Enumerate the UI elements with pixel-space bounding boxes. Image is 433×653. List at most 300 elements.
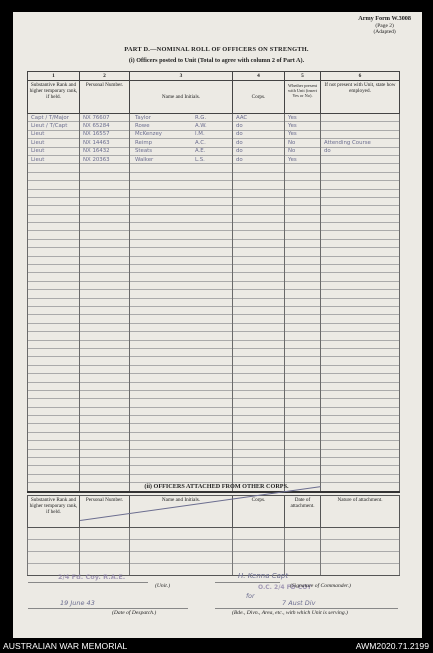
table-row [28, 528, 400, 540]
cell-present [285, 374, 321, 382]
formation-value: 7 Aust Div [282, 599, 316, 607]
cell-personal-number [80, 441, 130, 449]
cell-present [285, 474, 321, 482]
cell-personal-number [80, 172, 130, 180]
cell-personal-number [80, 449, 130, 457]
cell-corps [233, 441, 285, 449]
cell-employment [321, 449, 400, 457]
empty-cell [130, 552, 233, 564]
cell-employment [321, 416, 400, 424]
cell-personal-number [80, 365, 130, 373]
column-label-row [28, 81, 400, 114]
cell-surname: Taylor [135, 114, 151, 121]
cell-corps [233, 273, 285, 281]
col-label-personal-number: Personal Number. [80, 81, 130, 114]
table-row [28, 374, 400, 382]
cell-name [130, 298, 233, 306]
table-row [28, 155, 400, 163]
unit-label: (Unit.) [155, 583, 171, 589]
cell-name [130, 273, 233, 281]
col-number: 6 [321, 72, 400, 81]
cell-rank [28, 290, 80, 298]
cell-corps [233, 466, 285, 474]
cell-rank [28, 382, 80, 390]
table-row [28, 181, 400, 189]
cell-employment [321, 399, 400, 407]
cell-employment [321, 231, 400, 239]
cell-personal-number [80, 164, 130, 172]
col-number: 1 [28, 72, 80, 81]
cell-present: Yes [285, 122, 321, 130]
cell-corps [233, 256, 285, 264]
cell-employment [321, 306, 400, 314]
cell-present [285, 306, 321, 314]
cell-personal-number [80, 416, 130, 424]
table-row [28, 281, 400, 289]
cell-name [130, 189, 233, 197]
form-adapted: (Adapted) [373, 29, 396, 35]
empty-cell [321, 540, 400, 552]
cell-employment [321, 273, 400, 281]
cell-personal-number [80, 197, 130, 205]
cell-present [285, 164, 321, 172]
cell-present [285, 315, 321, 323]
cell-personal-number [80, 231, 130, 239]
table-row [28, 130, 400, 138]
cell-employment [321, 239, 400, 247]
form-page: (Page 2) [375, 22, 394, 29]
table-row [28, 474, 400, 482]
col-number: 4 [233, 72, 285, 81]
att-label-personal-number: Personal Number. [80, 496, 130, 528]
footer-institution: AUSTRALIAN WAR MEMORIAL [3, 641, 128, 651]
empty-cell [285, 540, 321, 552]
cell-personal-number [80, 390, 130, 398]
formation-label: (Bde., Divn., Area, etc., with which Unit is serving.) [232, 610, 348, 616]
cell-present [285, 223, 321, 231]
cell-personal-number: NX 20363 [80, 155, 130, 163]
cell-employment [321, 164, 400, 172]
table-row [28, 348, 400, 356]
cell-rank [28, 365, 80, 373]
cell-present [285, 197, 321, 205]
cell-personal-number: NX 65284 [80, 122, 130, 130]
table-row [28, 172, 400, 180]
cell-name [130, 449, 233, 457]
att-label-date: Date of attachment. [285, 496, 321, 528]
cell-rank: Lieut [28, 130, 80, 138]
cell-rank [28, 248, 80, 256]
cell-rank: Lieut [28, 147, 80, 155]
cell-name [130, 139, 233, 147]
cell-employment [321, 466, 400, 474]
cell-rank [28, 256, 80, 264]
empty-cell [285, 564, 321, 576]
cell-present [285, 416, 321, 424]
cell-corps: do [233, 122, 285, 130]
cell-rank [28, 206, 80, 214]
cell-corps: do [233, 147, 285, 155]
cell-corps [233, 390, 285, 398]
cell-name [130, 265, 233, 273]
cell-present [285, 298, 321, 306]
cell-name [130, 147, 233, 155]
cell-rank [28, 424, 80, 432]
table-row [28, 248, 400, 256]
cell-rank [28, 265, 80, 273]
cell-personal-number [80, 223, 130, 231]
cell-name [130, 172, 233, 180]
cell-corps: do [233, 155, 285, 163]
section-i-title: (i) Officers posted to Unit (Total to agree with column 2 of Part A). [128, 57, 305, 64]
cell-employment [321, 382, 400, 390]
part-title: PART D.—NOMINAL ROLL OF OFFICERS ON STRENGTH. [124, 46, 309, 53]
cell-initials: L.S. [195, 156, 205, 163]
cell-personal-number [80, 273, 130, 281]
cell-personal-number [80, 474, 130, 482]
table-row [28, 441, 400, 449]
cell-name [130, 374, 233, 382]
col-number: 2 [80, 72, 130, 81]
cell-corps [233, 323, 285, 331]
cell-employment [321, 323, 400, 331]
cell-rank [28, 432, 80, 440]
table-row [28, 256, 400, 264]
cell-rank [28, 416, 80, 424]
cell-present [285, 432, 321, 440]
cell-name [130, 239, 233, 247]
footer-bar [0, 638, 433, 653]
cell-rank: Lieut [28, 139, 80, 147]
table-row [28, 290, 400, 298]
table-row [28, 147, 400, 155]
cell-employment [321, 214, 400, 222]
cell-name [130, 424, 233, 432]
cell-rank [28, 298, 80, 306]
cell-employment [321, 248, 400, 256]
cell-personal-number [80, 306, 130, 314]
empty-cell [130, 540, 233, 552]
cell-employment [321, 441, 400, 449]
cell-surname: Walker [135, 156, 154, 163]
cell-initials: R.G. [195, 114, 207, 121]
cell-employment [321, 424, 400, 432]
cell-name [130, 114, 233, 122]
cell-rank [28, 181, 80, 189]
cell-present [285, 265, 321, 273]
cell-personal-number [80, 399, 130, 407]
cell-corps [233, 265, 285, 273]
cell-name [130, 441, 233, 449]
cell-name [130, 474, 233, 482]
cell-employment [321, 374, 400, 382]
cell-corps [233, 164, 285, 172]
cell-corps [233, 248, 285, 256]
despatch-date: 19 June 43 [60, 599, 95, 607]
cell-employment [321, 197, 400, 205]
col-label-present: Whether present with Unit (insert Yes or No). [285, 81, 321, 114]
cell-present [285, 189, 321, 197]
cell-present [285, 458, 321, 466]
empty-cell [321, 528, 400, 540]
cell-personal-number: NX 76607 [80, 114, 130, 122]
cell-corps [233, 458, 285, 466]
cell-surname: Steats [135, 148, 153, 155]
cell-name [130, 332, 233, 340]
cell-name [130, 197, 233, 205]
cell-present [285, 290, 321, 298]
cell-present [285, 273, 321, 281]
cell-personal-number [80, 348, 130, 356]
cell-rank [28, 399, 80, 407]
empty-cell [233, 540, 285, 552]
cell-employment [321, 265, 400, 273]
cell-personal-number [80, 214, 130, 222]
cell-employment [321, 281, 400, 289]
cell-employment [321, 357, 400, 365]
cell-corps [233, 424, 285, 432]
table-row [28, 114, 400, 122]
table-row [28, 540, 400, 552]
table-row [28, 223, 400, 231]
cell-corps [233, 197, 285, 205]
cell-corps [233, 239, 285, 247]
table-row [28, 407, 400, 415]
empty-cell [80, 528, 130, 540]
cell-corps [233, 290, 285, 298]
commander-line [215, 582, 280, 583]
table-row [28, 357, 400, 365]
table-row [28, 399, 400, 407]
cell-surname: McKenzey [135, 131, 162, 138]
cell-rank [28, 172, 80, 180]
table-row [28, 432, 400, 440]
cell-name [130, 357, 233, 365]
cell-rank [28, 466, 80, 474]
cell-personal-number [80, 407, 130, 415]
cell-rank [28, 273, 80, 281]
att-label-name: Name and Initials. [130, 496, 233, 528]
att-label-nature: Nature of attachment. [321, 496, 400, 528]
cell-name [130, 248, 233, 256]
cell-rank [28, 323, 80, 331]
table-row [28, 466, 400, 474]
cell-personal-number [80, 382, 130, 390]
table-row [28, 265, 400, 273]
cell-employment [321, 130, 400, 138]
table-row [28, 315, 400, 323]
cell-rank [28, 214, 80, 222]
cell-initials: A.C. [195, 139, 206, 146]
cell-name [130, 340, 233, 348]
cell-name [130, 315, 233, 323]
cell-name [130, 155, 233, 163]
empty-cell [80, 540, 130, 552]
cell-personal-number [80, 265, 130, 273]
table-row [28, 390, 400, 398]
cell-personal-number [80, 332, 130, 340]
empty-cell [28, 528, 80, 540]
table-row [28, 214, 400, 222]
empty-cell [28, 540, 80, 552]
cell-present [285, 256, 321, 264]
cell-personal-number [80, 340, 130, 348]
cell-employment [321, 298, 400, 306]
empty-cell [130, 528, 233, 540]
cell-personal-number [80, 357, 130, 365]
cell-rank [28, 223, 80, 231]
cell-rank [28, 332, 80, 340]
empty-cell [233, 528, 285, 540]
cell-employment: Attending Course [321, 139, 400, 147]
table-row [28, 449, 400, 457]
cell-corps: do [233, 139, 285, 147]
empty-cell [28, 552, 80, 564]
cell-present [285, 399, 321, 407]
table-row [28, 273, 400, 281]
cell-employment [321, 348, 400, 356]
cell-present [285, 449, 321, 457]
cell-name [130, 399, 233, 407]
col-label-rank: Substantive Rank and higher temporary rank, if held. [28, 81, 80, 114]
cell-present [285, 206, 321, 214]
cell-employment [321, 340, 400, 348]
cell-rank [28, 407, 80, 415]
cell-employment [321, 155, 400, 163]
cell-rank [28, 315, 80, 323]
table-row [28, 122, 400, 130]
cell-present [285, 281, 321, 289]
cell-present: Yes [285, 114, 321, 122]
cell-present [285, 382, 321, 390]
col-label-employment: If not present with Unit, state how employed. [321, 81, 400, 114]
cell-name [130, 122, 233, 130]
cell-rank [28, 449, 80, 457]
cell-employment [321, 390, 400, 398]
cell-present [285, 466, 321, 474]
cell-employment [321, 458, 400, 466]
cell-present [285, 181, 321, 189]
form-name: Army Form W.3008 [358, 15, 411, 22]
cell-corps: do [233, 130, 285, 138]
cell-personal-number [80, 432, 130, 440]
table-row [28, 424, 400, 432]
cell-name [130, 164, 233, 172]
empty-cell [285, 528, 321, 540]
cell-employment [321, 290, 400, 298]
cell-rank [28, 340, 80, 348]
table-row [28, 323, 400, 331]
cell-corps [233, 416, 285, 424]
cell-rank [28, 348, 80, 356]
cell-name [130, 416, 233, 424]
cell-corps [233, 206, 285, 214]
cell-corps [233, 474, 285, 482]
cell-personal-number [80, 281, 130, 289]
table-row [28, 382, 400, 390]
table-row [28, 239, 400, 247]
cell-corps [233, 231, 285, 239]
empty-cell [233, 552, 285, 564]
cell-employment [321, 407, 400, 415]
attached-body [28, 528, 400, 576]
cell-corps [233, 281, 285, 289]
cell-rank [28, 458, 80, 466]
attached-officers-table [27, 495, 400, 576]
cell-employment [321, 332, 400, 340]
cell-rank [28, 441, 80, 449]
att-label-rank: Substantive Rank and higher temporary rank, if held. [28, 496, 80, 528]
cell-present: No [285, 147, 321, 155]
cell-present [285, 340, 321, 348]
cell-rank [28, 474, 80, 482]
cell-present [285, 407, 321, 415]
cell-corps [233, 382, 285, 390]
table-row [28, 298, 400, 306]
column-number-row [28, 72, 400, 81]
table-row [28, 365, 400, 373]
empty-cell [321, 564, 400, 576]
cell-corps: AAC [233, 114, 285, 122]
cell-personal-number [80, 323, 130, 331]
cell-present: Yes [285, 130, 321, 138]
cell-corps [233, 449, 285, 457]
table-row [28, 189, 400, 197]
cell-name [130, 231, 233, 239]
cell-corps [233, 223, 285, 231]
cell-personal-number: NX 14463 [80, 139, 130, 147]
cell-employment [321, 172, 400, 180]
cell-rank [28, 306, 80, 314]
cell-present [285, 357, 321, 365]
cell-name [130, 466, 233, 474]
section-ii-title: (ii) OFFICERS ATTACHED FROM OTHER CORPS. [144, 483, 289, 490]
cell-corps [233, 214, 285, 222]
footer-accession: AWM2020.71.2199 [355, 641, 429, 651]
cell-surname: Rowe [135, 123, 150, 130]
cell-present [285, 424, 321, 432]
roll-body [28, 114, 400, 492]
cell-personal-number [80, 298, 130, 306]
commander-label: (Signature of Commander.) [290, 583, 351, 589]
cell-surname: Reimp [135, 139, 152, 146]
table-row [28, 139, 400, 147]
cell-corps [233, 365, 285, 373]
cell-personal-number [80, 458, 130, 466]
cell-corps [233, 189, 285, 197]
cell-personal-number [80, 290, 130, 298]
cell-employment [321, 181, 400, 189]
cell-corps [233, 298, 285, 306]
cell-present [285, 332, 321, 340]
cell-employment [321, 189, 400, 197]
cell-name [130, 181, 233, 189]
cell-personal-number [80, 189, 130, 197]
cell-corps [233, 407, 285, 415]
table-row [28, 552, 400, 564]
cell-employment [321, 365, 400, 373]
cell-present [285, 348, 321, 356]
cell-rank [28, 231, 80, 239]
cell-corps [233, 315, 285, 323]
col-label-corps: Corps. [233, 81, 285, 114]
cell-present [285, 239, 321, 247]
cell-corps [233, 332, 285, 340]
cell-name [130, 206, 233, 214]
table-row [28, 206, 400, 214]
table-row [28, 332, 400, 340]
col-number: 3 [130, 72, 233, 81]
